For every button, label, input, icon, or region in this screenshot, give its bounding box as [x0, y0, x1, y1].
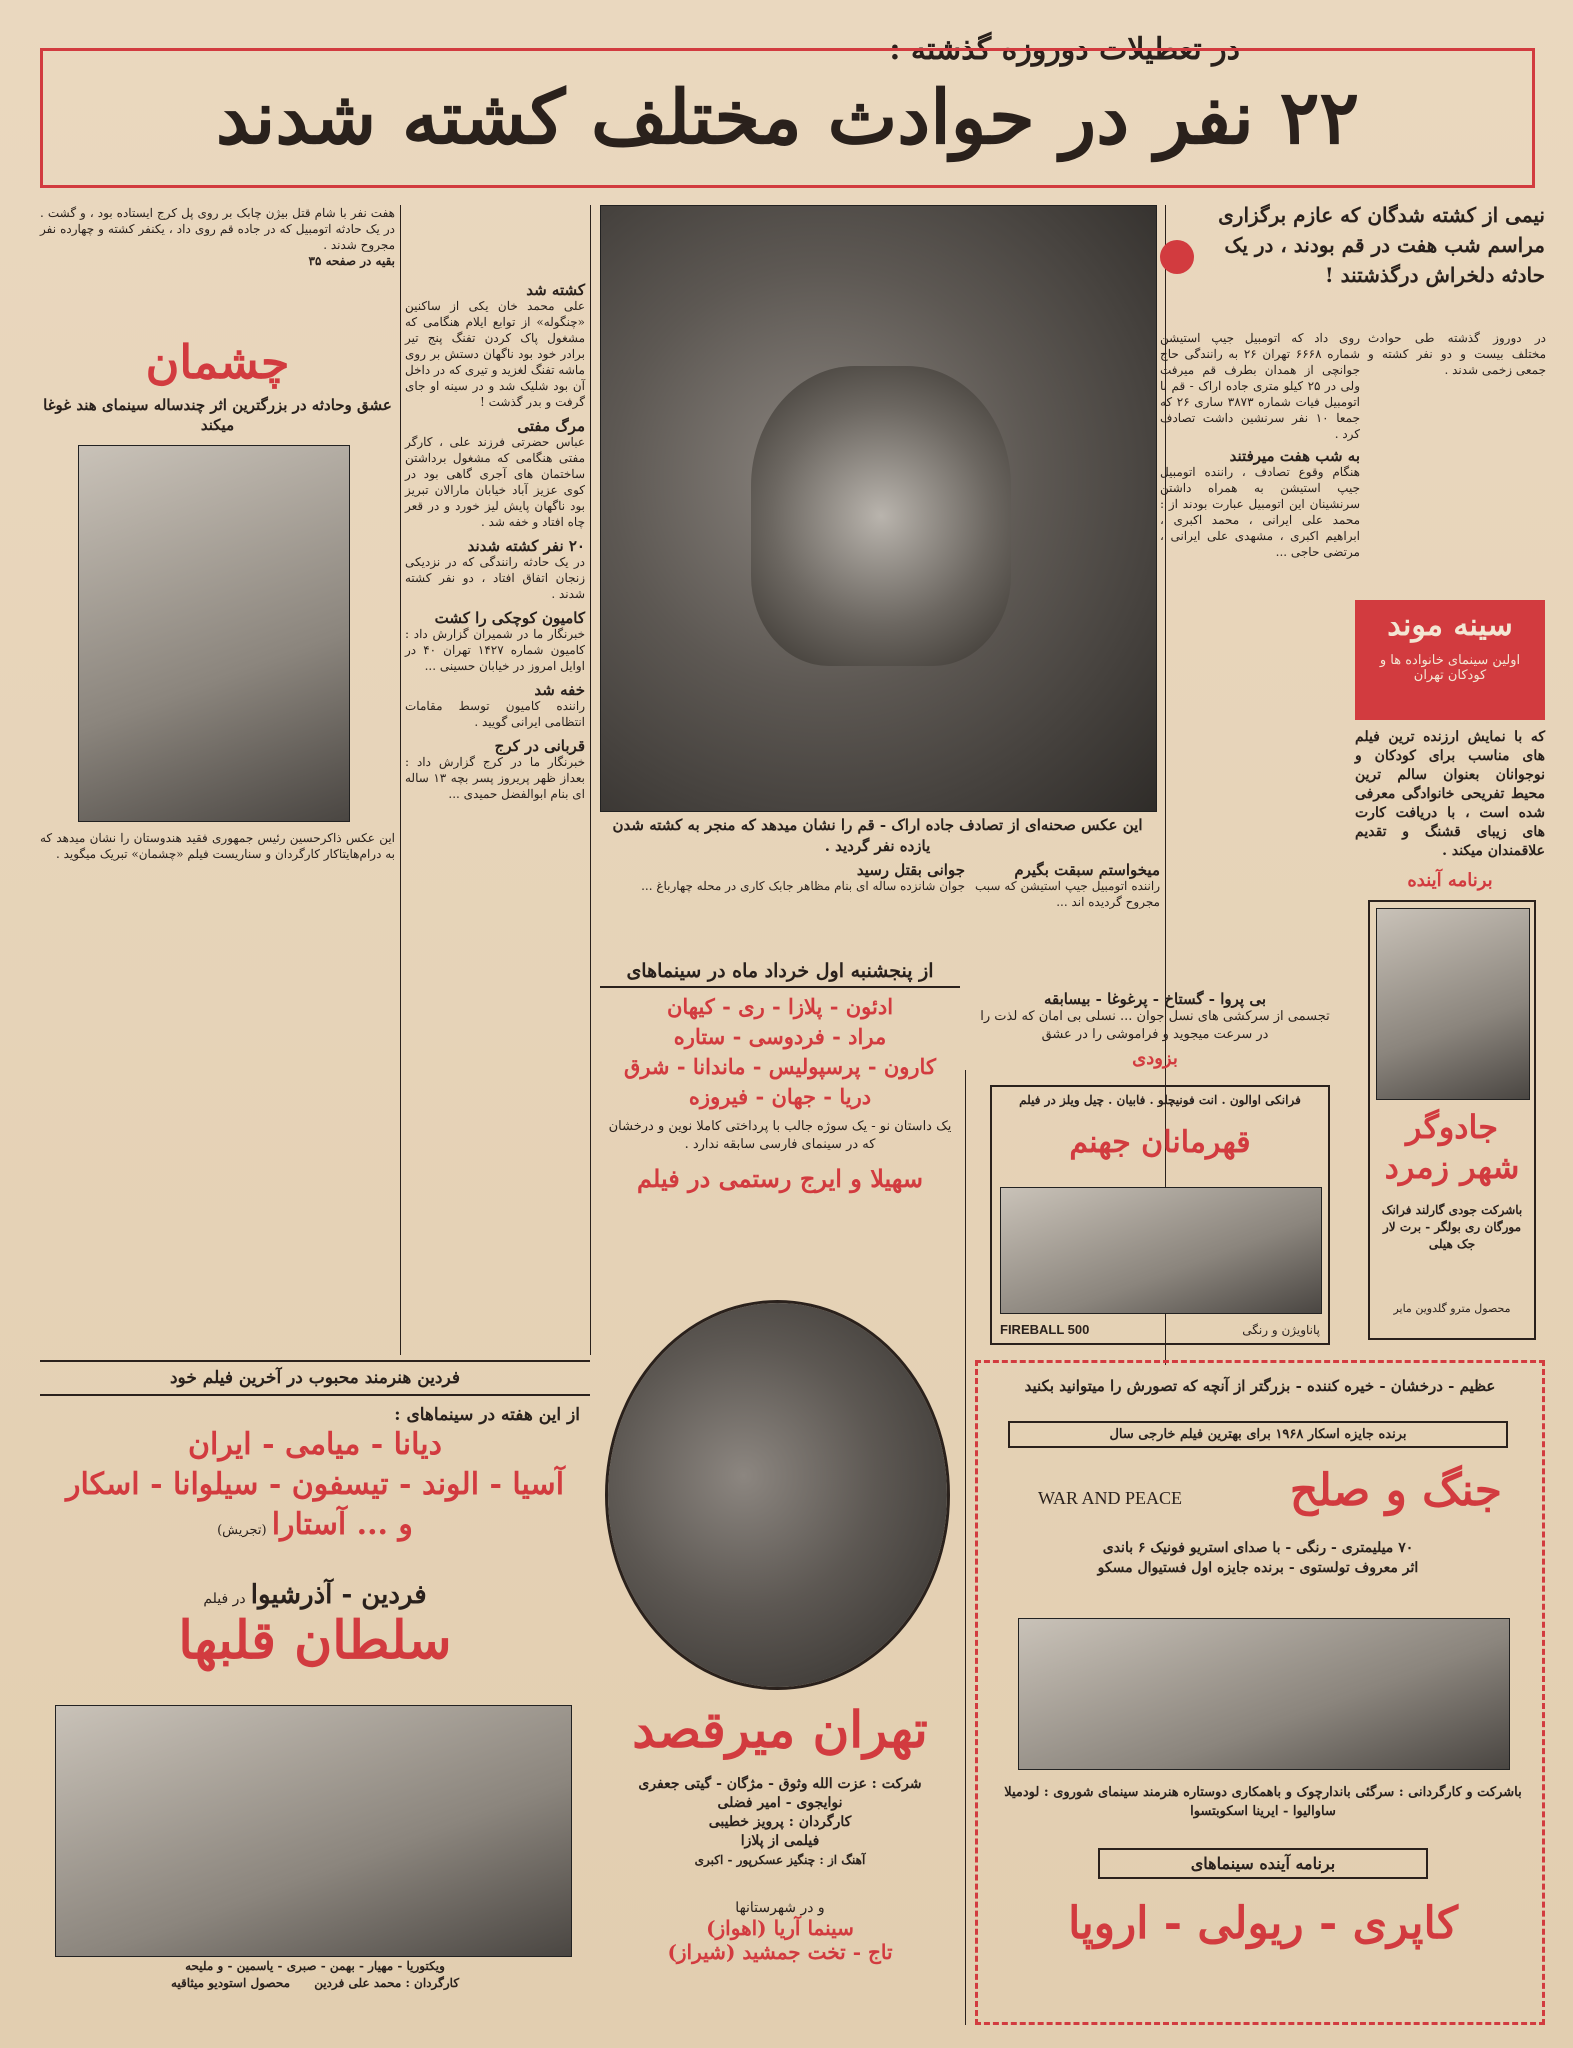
tehran-dances-title: تهران میرقصد [632, 1700, 928, 1759]
chashman-caption: این عکس ذاکرحسین رئیس جمهوری فقید هندوستان را نشان میدهد که به درام‌هایتاکار کارگردان و سناریست فیلم «چشمان» تبریک میگوید . [40, 831, 395, 861]
fardin-cinemas: دیانا - میامی - ایران [188, 1427, 442, 1462]
wizard-of-oz-title: جادوگر شهر زمرد [1384, 1108, 1520, 1186]
hell-heroes-cast: فرانکی اوالون . انت فونیچلو . فابیان . چیل ویلز در فیلم [1019, 1093, 1301, 1107]
news-head: قربانی در کرج [494, 737, 585, 755]
headline-box [40, 48, 1535, 188]
news-body: عباس حضرتی فرزند علی ، کارگر مفتی هنگامی که مشغول برداشتن ساختمان های آجری گاهی بود در کوی عزیز آباد خیابان مارالان تبریز بود ناگهان پایش لیز خورد و در قعر چاه افتاد و خفه شد . [405, 435, 585, 529]
provinces-label: و در شهرستانها [735, 1900, 825, 1916]
fardin-credits [40, 1958, 590, 1992]
director-line: کارگردان : پرویز خطیبی [708, 1814, 852, 1830]
news-head: ۲۰ نفر کشته شدند [467, 537, 585, 555]
war-peace-format [998, 1538, 1518, 1578]
fardin-cinemas-row [40, 1505, 590, 1551]
credits-line: شرکت : عزت الله وثوق - مژگان - گیتی جعفری [638, 1776, 922, 1792]
column-rule [965, 1070, 966, 2025]
studio-line: فیلمی از پلازا [740, 1833, 820, 1849]
fardin-studio: محصول استودیو میثاقیه [170, 1976, 290, 1990]
fardin-ad [40, 1405, 590, 1551]
cinema-mond-subtitle: اولین سینمای خانواده ها و کودکان تهران [1379, 653, 1521, 683]
fardin-banner: فردین هنرمند محبوب در آخرین فیلم خود [40, 1362, 590, 1396]
tehran-dances-photo [608, 1303, 947, 1687]
war-peace-ad [975, 1360, 1545, 2025]
hell-heroes-box [990, 1085, 1330, 1345]
war-peace-cinemas: کاپری - ریولی - اروپا [1068, 1898, 1458, 1949]
news-head: میخواستم سبقت بگیرم [1014, 861, 1160, 879]
left-top-news-text: هفت نفر با شام قتل بیژن چابک بر روی پل کرج ایستاده بود ، و گشت . در یک حادثه اتومبیل که در جاده قم روی داد ، یکنفر کشته و چهارده نفر مجروح شدند . [40, 206, 395, 252]
hell-heroes-photo [1000, 1187, 1322, 1314]
fardin-cinemas: و ... آستارا [271, 1507, 413, 1542]
lead-story [1160, 200, 1545, 290]
thursday-heading: از پنجشنبه اول خرداد ماه در سینماهای [600, 960, 960, 988]
source-line: اثر معروف تولستوی - برنده جایزه اول فستیوال مسکو [1097, 1560, 1419, 1576]
left-top-news [40, 205, 395, 269]
column-rule [590, 205, 591, 1355]
war-peace-photo [1018, 1618, 1510, 1770]
wizard-of-oz-photo [1376, 908, 1530, 1100]
fardin-photo [55, 1705, 572, 1957]
province-city: تاج - تخت جمشید (شیراز) [667, 1940, 893, 1964]
news-head: مرگ مفتی [517, 417, 585, 435]
hell-heroes-en-title: FIREBALL 500 [1000, 1322, 1090, 1337]
cinema-mond-box [1355, 600, 1545, 720]
war-peace-next: برنامه آینده سینماهای [1098, 1848, 1428, 1879]
fardin-title: سلطان قلبها [178, 1610, 452, 1671]
thursday-stars: سهیلا و ایرج رستمی در فیلم [637, 1164, 923, 1193]
thursday-desc: یک داستان نو - یک سوژه جالب با پرداختی کاملا نوین و درخشان که در سینمای فارسی سابقه ندارد . [608, 1119, 952, 1152]
headline-title: ۲۲ نفر در حوادث مختلف کشته شدند [215, 75, 1360, 161]
tehran-dances-ad [600, 960, 960, 1193]
news-body: راننده کامیون توسط مقامات انتظامی ایرانی گویید . [405, 699, 585, 729]
lead-story-body-text: روی داد که اتومبیل جیپ استیشن شماره ۶۶۶۸ تهران ۲۶ به رانندگی حاج جوانچی از همدان بطرف قم میرفت ولی در ۲۵ کیلو متری جاده اراک - قم با اتومبیل فیات شماره ۳۸۷۳ ساری ۲۶ که جمعا ۱۰ نفر سرنشین داشت تصادف کرد . [1160, 331, 1361, 441]
hell-heroes-desc: تجسمی از سرکشی های نسل جوان ... نسلی بی امان که لذت را در سرعت میجوید و فراموشی را در عشق [980, 1009, 1330, 1042]
fardin-in-film: در فیلم [203, 1591, 246, 1607]
lead-story-intro-text: در دوروز گذشته طی حوادث مختلف بیست و دو نفر کشته و جمعی زخمی شدند . [1368, 331, 1546, 377]
provinces [600, 1900, 960, 1964]
hell-heroes-soon: بزودی [1132, 1048, 1178, 1069]
cinemas-line: مراد - فردوسی - ستاره [673, 1024, 887, 1049]
lead-story-body2-text: هنگام وقوع تصادف ، راننده اتومبیل جیپ استیشن به همراه داشتن سرنشینان این اتومبیل عبارت بودند از : محمد علی ایرانی ، محمد اکبری ، ابراهیم اکبری ، مشهدی علی ایرانی ، مرتضی حاجی ... [1160, 465, 1360, 559]
news-body: جوان شانزده ساله ای بنام مظاهر جابک کاری در محله چهارباغ ... [641, 879, 965, 893]
cinemas-line: ادئون - پلازا - ری - کیهان [666, 994, 894, 1019]
war-peace-cast: باشرکت و کارگردانی : سرگئی باندارچوک و باهمکاری دوستاره هنرمند سینمای شوروی : لودمیلا ساوالیوا - ایرینا اسکوبتسوا [1004, 1785, 1522, 1819]
cinemas-line: کارون - پرسپولیس - ماندانا - شرق [624, 1054, 936, 1079]
chashman-subtitle: عشق وحادثه در بزرگترین اثر چندساله سینمای هند غوغا میکند [43, 396, 392, 434]
news-head: کامیون کوچکی را کشت [434, 609, 585, 627]
cinema-mond-title: سینه موند [1387, 608, 1513, 643]
cinemas-line: دریا - جهان - فیروزه [688, 1084, 872, 1109]
news-head: کشته شد [526, 281, 585, 299]
photo-caption: این عکس صحنه‌ای از تصادف جاده اراک - قم را نشان میدهد که منجر به کشته شدن یازده نفر گردید . [612, 816, 1143, 855]
news-body: خبرنگار ما در شمیران گزارش داد : کامیون شماره ۱۴۲۷ تهران ۴۰ در اوایل امروز در خیابان حسینی ... [405, 627, 585, 673]
news-head: جوانی بقتل رسید [856, 861, 965, 879]
continued-note: بقیه در صفحه ۳۵ [308, 254, 395, 268]
column-rule [400, 205, 401, 1355]
war-peace-award: برنده جایزه اسکار ۱۹۶۸ برای بهترین فیلم خارجی سال [1008, 1421, 1508, 1448]
war-peace-banner: عظیم - درخشان - خیره کننده - بزرگتر از آنچه که تصورش را میتوانید بکنید [1024, 1377, 1496, 1395]
fardin-names: فردین - آذرشیوا [250, 1580, 427, 1610]
fardin-cinemas-note: (تجریش) [217, 1523, 267, 1538]
province-city: سینما آریا (اهواز) [706, 1916, 854, 1940]
news-body: راننده اتومبیل جیپ استیشن که سبب مجروح گردیده اند ... [975, 879, 1160, 909]
lead-story-heading: نیمی از کشته شدگان که عازم برگزاری مراسم شب هفت در قم بودند ، در یک حادثه دلخراش درگذشتند ! [1218, 203, 1545, 287]
fardin-cast: ویکتوریا - مهیار - بهمن - صبری - یاسمین - و ملیحه [185, 1959, 445, 1973]
small-news-right [975, 862, 1160, 910]
hell-heroes-tagline: بی پروا - گستاخ - پرغوغا - بیسابقه [1044, 990, 1266, 1008]
lead-story-body [1160, 330, 1360, 560]
tehran-dances-photo-frame [605, 1300, 950, 1690]
format-line: ۷۰ میلیمتری - رنگی - با صدای استریو فونیک ۶ باندی [1102, 1540, 1414, 1556]
fardin-director: کارگردان : محمد علی فردین [314, 1976, 460, 1990]
wizard-of-oz-ad [1368, 900, 1536, 1340]
bullet-dot [1160, 240, 1194, 274]
wizard-of-oz-producer: محصول مترو گلدوین مایر [1393, 1302, 1511, 1315]
cinema-mond-next: برنامه آینده [1407, 870, 1493, 891]
news-body: علی محمد خان یکی از ساکنین «چنگوله» از توابع ایلام هنگامی که مشغول پاک کردن تفنگ پنج تیر برادر خود بود ناگهان دستش بر روی ماشه تفنگ لغزید و تیری که در داخل آن بود شلیک شد و در سینه او جای گرفت و بدر گذشت ! [405, 299, 585, 409]
small-news [595, 862, 965, 894]
fardin-cinemas: آسیا - الوند - تیسفون - سیلوانا - اسکار [65, 1467, 565, 1502]
wizard-of-oz-credits: باشرکت جودی گارلند فرانک مورگان ری بولگر - برت لار جک هیلی [1381, 1203, 1523, 1251]
news-head: خفه شد [534, 681, 585, 699]
chashman-photo [78, 445, 350, 822]
headline-kicker: در تعطیلات دوروزه گذشته : [889, 32, 1240, 67]
war-peace-en-title: WAR AND PEACE [1038, 1488, 1183, 1508]
fardin-title-block [40, 1580, 590, 1672]
middle-column [405, 282, 585, 802]
chashman-title: چشمان [145, 335, 290, 389]
cinema-mond-body: که با نمایش ارزنده ترین فیلم های مناسب برای کودکان و نوجوانان بعنوان سالم ترین محیط تفریحی خانوادگی معرفی شده است ، با دریافت کارت های زیبای قشنگ و تقدیم علاقمندان میکند . [1355, 729, 1545, 859]
wrecked-car [751, 366, 1011, 666]
hell-heroes-title: قهرمانان جهنم [1069, 1125, 1251, 1160]
hell-heroes-ad [975, 990, 1335, 1069]
fardin-from-week: از این هفته در سینماهای : [394, 1405, 580, 1425]
lead-story-subhead: به شب هفت میرفتند [1229, 447, 1360, 465]
music-line: آهنگ از : چنگیز عسکرپور - اکبری [694, 1853, 866, 1867]
producers-line: نوایجوی - امیر فضلی [717, 1795, 843, 1811]
accident-photo [600, 205, 1157, 812]
news-body: خبرنگار ما در کرج گزارش داد : بعداز ظهر پریروز پسر بچه ۱۳ ساله ای بنام ابوالفضل حمیدی ... [405, 755, 585, 801]
news-body: در یک حادثه رانندگی که در نزدیکی زنجان اتفاق افتاد ، دو نفر کشته شدند . [405, 555, 585, 601]
war-peace-title: جنگ و صلح [1289, 1465, 1502, 1516]
tehran-dances-credits [600, 1775, 960, 1870]
hell-heroes-format: پاناویژن و رنگی [1242, 1323, 1320, 1337]
lead-story-intro [1368, 330, 1546, 378]
